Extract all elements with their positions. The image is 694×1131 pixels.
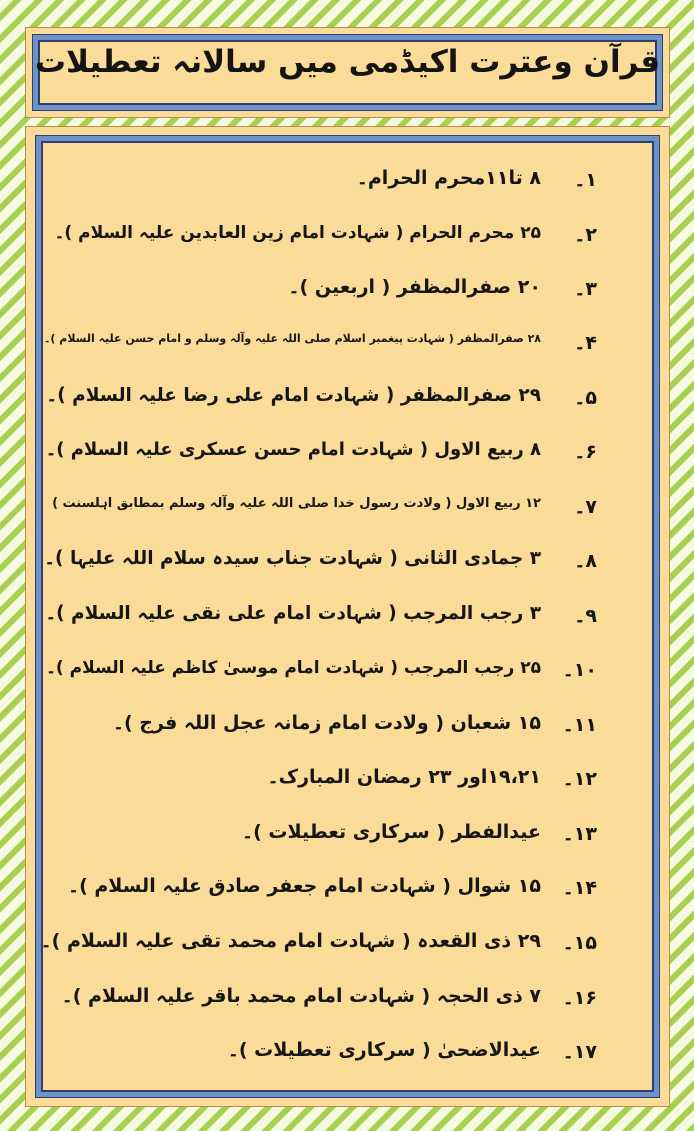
- list-item: [26, 161, 669, 205]
- item-text: ۲۰ صفرالمظفر ( اربعین )۔: [288, 276, 541, 298]
- item-number: ۱۵۔: [562, 932, 597, 954]
- item-text: عیدالفطر ( سرکاری تعطیلات )۔: [242, 821, 541, 843]
- item-number: ۸۔: [574, 550, 597, 572]
- item-text: ۲۹ صفرالمظفر ( شہادت امام علی رضا علیہ السلام )۔: [46, 385, 541, 406]
- list-item: [26, 706, 669, 750]
- list-item: [26, 979, 669, 1023]
- item-number: ۱۷۔: [562, 1041, 597, 1063]
- item-text: ۱۵ شوال ( شہادت امام جعفر صادق علیہ السلام )۔: [67, 875, 541, 897]
- list-item: [26, 1033, 669, 1077]
- item-text: ۲۵ محرم الحرام ( شہادت امام زین العابدین علیہ السلام )۔: [54, 223, 541, 243]
- item-number: ۱۳۔: [562, 823, 597, 845]
- item-text: ۲۵ رجب المرجب ( شہادت امام موسیٰ کاظم علیہ السلام )۔: [45, 658, 541, 678]
- list-item: [26, 270, 669, 314]
- item-text: ۲۸ صفرالمظفر ( شہادت پیغمبر اسلام صلی اللہ علیہ وآلہ وسلم و امام حسن علیہ السلام )۔: [43, 332, 541, 345]
- item-number: ۱۴۔: [562, 877, 597, 899]
- list-item: [26, 869, 669, 913]
- list-item: [26, 379, 669, 423]
- item-text: ۸ تا۱۱محرم الحرام۔: [356, 167, 541, 189]
- list-item: [26, 924, 669, 968]
- page-title: قرآن وعترت اکیڈمی میں سالانہ تعطیلات: [34, 44, 661, 80]
- item-text: ۷ ذی الحجہ ( شہادت امام محمد باقر علیہ السلام )۔: [61, 985, 541, 1007]
- title-panel: [25, 27, 670, 118]
- item-number: ۱۶۔: [562, 987, 597, 1009]
- item-text: عیدالاضحیٰ ( سرکاری تعطیلات )۔: [227, 1039, 541, 1061]
- item-text: ۳ رجب المرجب ( شہادت امام علی نقی علیہ السلام )۔: [45, 603, 541, 624]
- list-item: [26, 597, 669, 641]
- item-text: ۸ ربیع الاول ( شہادت امام حسن عسکری علیہ السلام )۔: [45, 439, 541, 460]
- list-item: [26, 651, 669, 695]
- item-number: ۵۔: [574, 387, 597, 409]
- list-item: [26, 216, 669, 260]
- item-number: ۲۔: [574, 224, 597, 246]
- item-number: ۱۱۔: [562, 714, 597, 736]
- holidays-panel: [25, 126, 670, 1107]
- item-text: ۱۹،۲۱اور ۲۳ رمضان المبارک۔: [267, 766, 541, 788]
- list-item: [26, 542, 669, 586]
- list-item: [26, 324, 669, 368]
- item-number: ۱۲۔: [562, 768, 597, 790]
- item-number: ۷۔: [574, 496, 597, 518]
- item-number: ۱۔: [574, 169, 597, 191]
- item-number: ۳۔: [574, 278, 597, 300]
- item-text: ۳ جمادی الثانی ( شہادت جناب سیدہ سلام اللہ علیہا )۔: [44, 548, 541, 569]
- list-item: [26, 433, 669, 477]
- item-number: ۶۔: [574, 441, 597, 463]
- item-number: ۴۔: [574, 332, 597, 354]
- list-item: [26, 815, 669, 859]
- item-number: ۹۔: [574, 605, 597, 627]
- item-number: ۱۰۔: [562, 659, 597, 681]
- item-text: ۲۹ ذی القعدہ ( شہادت امام محمد تقی علیہ السلام )۔: [40, 930, 541, 952]
- item-text: ۱۲ ربیع الاول ( ولادت رسول خدا صلی اللہ علیہ وآلہ وسلم بمطابق اہلسنت ): [52, 496, 541, 511]
- list-item: [26, 488, 669, 532]
- item-text: ۱۵ شعبان ( ولادت امام زمانہ عجل اللہ فرج )۔: [112, 712, 541, 734]
- list-item: [26, 760, 669, 804]
